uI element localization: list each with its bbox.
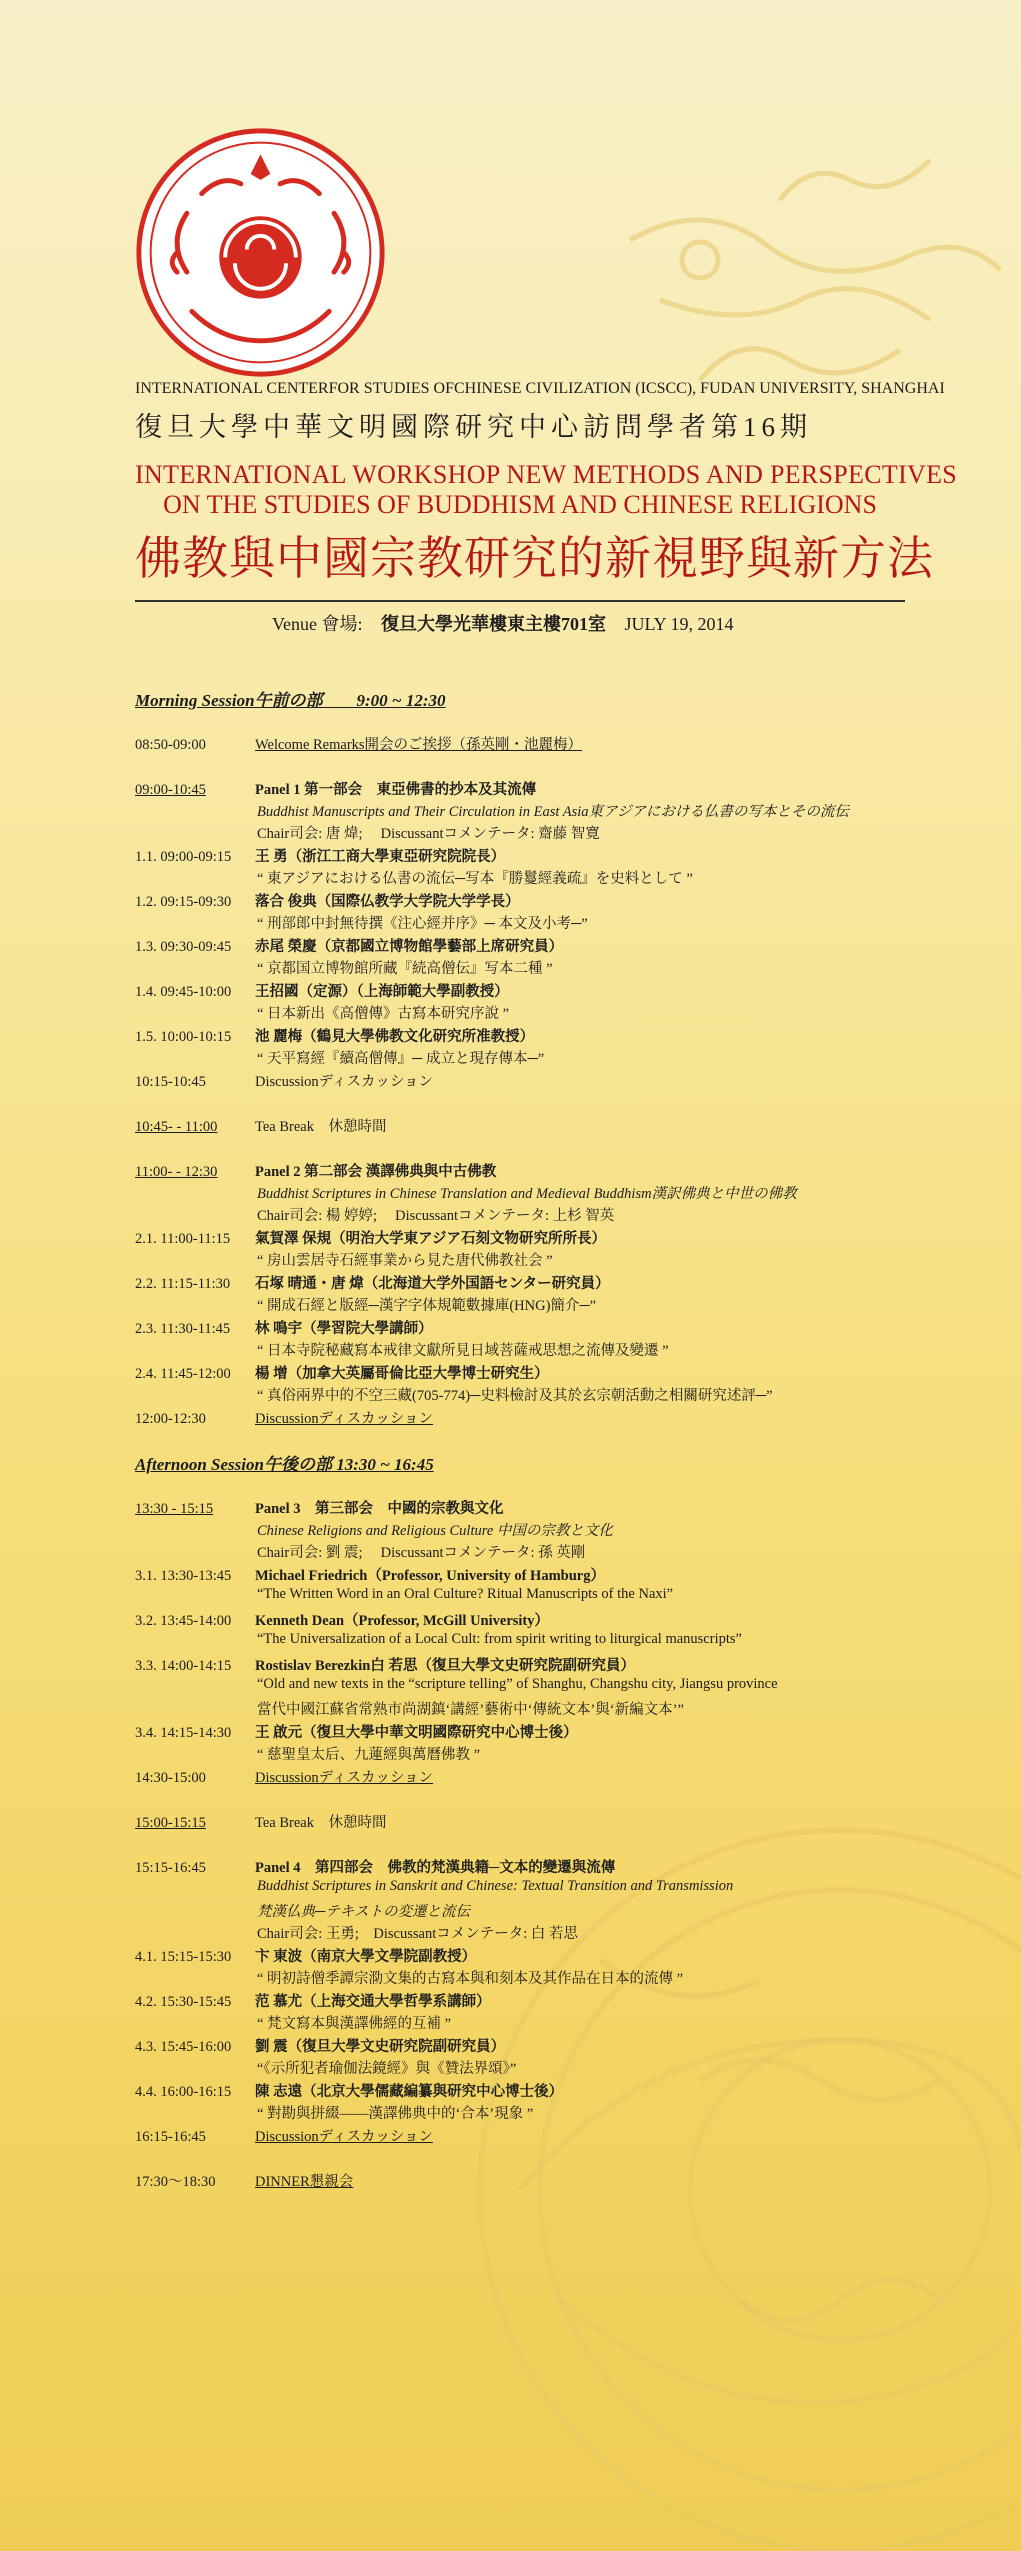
panel2-row xyxy=(135,1160,496,1181)
talk-2-4 xyxy=(135,1362,549,1383)
talk-speaker: 林 鳴宇（學習院大學講師） xyxy=(255,1321,433,1337)
header-divider xyxy=(135,600,905,602)
talk-title: “ 真俗兩界中的不空三藏(705-774)─史料檢討及其於玄宗朝活動之相關研究述評─” xyxy=(257,1388,773,1404)
panel3-subtitle: Chinese Religions and Religious Culture 中国の宗教と文化 xyxy=(257,1523,613,1539)
talk-title: “Old and new texts in the “scripture telling” of Shanghu, Changshu city, Jiangsu province xyxy=(257,1676,778,1692)
talk-time: 3.4. 14:15-14:30 xyxy=(135,1725,232,1741)
talk-title: “The Written Word in an Oral Culture? Ritual Manuscripts of the Naxi” xyxy=(257,1586,674,1602)
talk-title: “ 明初詩僧季譚宗泐文集的古寫本與和刻本及其作品在日本的流傳 ” xyxy=(257,1971,684,1987)
talk-speaker: 王招國（定源）（上海師範大學副教授） xyxy=(255,984,509,1000)
panel1-discussion xyxy=(135,1070,433,1091)
talk-title: “ 日本新出《高僧傳》古寫本研究序說 ” xyxy=(257,1006,510,1022)
panel4-title: Panel 4 第四部会 佛教的梵漢典籍─文本的變遷與流傳 xyxy=(255,1860,616,1876)
panel3-discussion xyxy=(135,1766,433,1787)
talk-1-1 xyxy=(135,845,505,866)
talk-time: 4.2. 15:30-15:45 xyxy=(135,1994,232,2010)
icscc-logo xyxy=(133,125,388,380)
talk-title: “《示所犯者瑜伽法鏡經》與《贊法界頌》” xyxy=(257,2061,517,2077)
panel1-time: 09:00-10:45 xyxy=(135,782,206,798)
talk-1-4 xyxy=(135,980,509,1001)
talk-4-1 xyxy=(135,1945,476,1966)
discussion-label: Discussionディスカッション xyxy=(255,2129,434,2145)
institute-name-en: INTERNATIONAL CENTERFOR STUDIES OFCHINESE CIVILIZATION (ICSCC), FUDAN UNIVERSITY, SHANGHAI xyxy=(135,380,945,397)
venue-date: JULY 19, 2014 xyxy=(624,614,734,634)
welcome-row xyxy=(135,733,582,754)
talk-time: 4.4. 16:00-16:15 xyxy=(135,2084,232,2100)
panel3-row xyxy=(135,1497,504,1518)
talk-speaker: 石塚 晴通・唐 煒（北海道大学外国語センター研究員） xyxy=(255,1276,610,1292)
talk-time: 1.3. 09:30-09:45 xyxy=(135,939,232,955)
talk-4-3 xyxy=(135,2035,505,2056)
workshop-title-zh: 佛教與中國宗教研究的新視野與新方法 xyxy=(135,533,934,584)
panel2-time: 11:00- - 12:30 xyxy=(135,1164,218,1180)
talk-3-2 xyxy=(135,1609,549,1630)
panel4-chair: Chair司会: 王勇; Discussantコメンテータ: 白 若思 xyxy=(257,1926,579,1942)
talk-time: 1.4. 09:45-10:00 xyxy=(135,984,232,1000)
dinner-label: DINNER懇親会 xyxy=(255,2174,354,2190)
talk-title: “The Universalization of a Local Cult: from spirit writing to liturgical manuscripts” xyxy=(257,1631,742,1647)
panel1-title: Panel 1 第一部会 東亞佛書的抄本及其流傳 xyxy=(255,782,537,798)
talk-speaker: 卞 東波（南京大學文學院副教授） xyxy=(255,1949,477,1965)
talk-time: 1.5. 10:00-10:15 xyxy=(135,1029,232,1045)
welcome-time: 08:50-09:00 xyxy=(135,737,206,753)
talk-title: “ 刑部郎中封無待撰《注心經并序》─ 本文及小考─” xyxy=(257,916,588,932)
talk-1-2 xyxy=(135,890,520,911)
venue-place: 復旦大學光華樓東主樓701室 xyxy=(380,614,606,634)
workshop-title-en-line1: INTERNATIONAL WORKSHOP NEW METHODS AND PERSPECTIVES xyxy=(135,460,958,489)
discussion-label: Discussionディスカッション xyxy=(255,1411,434,1427)
talk-1-3 xyxy=(135,935,563,956)
institute-name-zh: 復旦大學中華文明國際研究中心訪問學者第16期 xyxy=(135,412,812,442)
talk-speaker: 落合 俊典（国際仏教学大学院大学学長） xyxy=(255,894,520,910)
talk-2-2 xyxy=(135,1272,610,1293)
talk-title-zh: 當代中國江蘇省常熟市尚湖鎮‘講經’藝術中‘傳統文本’與‘新編文本’” xyxy=(257,1702,684,1718)
panel2-subtitle: Buddhist Scriptures in Chinese Translation and Medieval Buddhism漢訳佛典と中世の佛教 xyxy=(257,1186,797,1202)
talk-title: “ 對勘與拼綴——漢譯佛典中的‘合本’現象 ” xyxy=(257,2106,534,2122)
talk-time: 3.1. 13:30-13:45 xyxy=(135,1568,232,1584)
talk-2-1 xyxy=(135,1227,606,1248)
morning-session-heading: Morning Session午前の部 9:00 ~ 12:30 xyxy=(135,691,446,710)
break-time: 10:45- - 11:00 xyxy=(135,1119,218,1135)
talk-4-4 xyxy=(135,2080,563,2101)
talk-2-3 xyxy=(135,1317,433,1338)
panel3-chair: Chair司会: 劉 震; Discussantコメンテータ: 孫 英剛 xyxy=(257,1545,586,1561)
discussion-label: Discussionディスカッション xyxy=(255,1074,434,1090)
talk-speaker: 楊 增（加拿大英屬哥倫比亞大學博士研究生） xyxy=(255,1366,549,1382)
dinner-time: 17:30～18:30 xyxy=(135,2174,216,2190)
panel2-chair: Chair司会: 楊 婷婷; Discussantコメンテータ: 上杉 智英 xyxy=(257,1208,615,1224)
talk-speaker: 赤尾 榮慶（京都國立博物館學藝部上席研究員） xyxy=(255,939,564,955)
welcome-text: Welcome Remarks開会のご挨拶（孫英剛・池麗梅） xyxy=(255,737,583,753)
panel4-subtitle: Buddhist Scriptures in Sanskrit and Chinese: Textual Transition and Transmission xyxy=(257,1878,734,1894)
panel3-time: 13:30 - 15:15 xyxy=(135,1501,214,1517)
panel2-title: Panel 2 第二部会 漢譯佛典與中古佛教 xyxy=(255,1164,497,1180)
break-label: Tea Break 休憩時間 xyxy=(255,1815,387,1831)
discussion-time: 16:15-16:45 xyxy=(135,2129,206,2145)
panel1-row xyxy=(135,778,536,799)
talk-speaker: Michael Friedrich（Professor, University of Hamburg） xyxy=(255,1568,605,1584)
discussion-label: Discussionディスカッション xyxy=(255,1770,434,1786)
discussion-time: 14:30-15:00 xyxy=(135,1770,206,1786)
talk-3-3 xyxy=(135,1654,635,1675)
talk-4-2 xyxy=(135,1990,491,2011)
panel2-discussion xyxy=(135,1407,433,1428)
talk-1-5 xyxy=(135,1025,534,1046)
talk-speaker: 陳 志遠（北京大學儒藏編纂與研究中心博士後） xyxy=(255,2084,564,2100)
talk-time: 2.4. 11:45-12:00 xyxy=(135,1366,231,1382)
talk-title: “ 日本寺院秘藏寫本戒律文獻所見日域菩薩戒思想之流傳及變遷 ” xyxy=(257,1343,669,1359)
talk-title: “ 東アジアにおける仏書の流伝─写本『勝鬘經義疏』を史料として ” xyxy=(257,871,693,887)
talk-speaker: Kenneth Dean（Professor, McGill University） xyxy=(255,1613,550,1629)
talk-speaker: 王 啟元（復旦大學中華文明國際研究中心博士後） xyxy=(255,1725,578,1741)
talk-time: 1.1. 09:00-09:15 xyxy=(135,849,232,865)
panel3-title: Panel 3 第三部会 中國的宗教與文化 xyxy=(255,1501,504,1517)
discussion-time: 10:15-10:45 xyxy=(135,1074,206,1090)
talk-speaker: 氣賀澤 保規（明治大学東アジア石刻文物研究所所長） xyxy=(255,1231,607,1247)
panel1-chair: Chair司会: 唐 煒; Discussantコメンテータ: 齋藤 智寛 xyxy=(257,826,600,842)
talk-3-4 xyxy=(135,1721,578,1742)
talk-speaker: Rostislav Berezkin白 若思（復旦大學文史研究院副研究員） xyxy=(255,1658,635,1674)
workshop-title-en-line2: ON THE STUDIES OF BUDDHISM AND CHINESE RELIGIONS xyxy=(163,490,877,519)
talk-time: 2.1. 11:00-11:15 xyxy=(135,1231,231,1247)
panel4-row xyxy=(135,1856,615,1877)
panel4-discussion xyxy=(135,2125,433,2146)
talk-time: 4.3. 15:45-16:00 xyxy=(135,2039,232,2055)
discussion-time: 12:00-12:30 xyxy=(135,1411,206,1427)
talk-title: “ 慈聖皇太后、九蓮經與萬曆佛教 ” xyxy=(257,1747,481,1763)
afternoon-session-heading: Afternoon Session午後の部 13:30 ~ 16:45 xyxy=(135,1455,434,1474)
talk-time: 2.3. 11:30-11:45 xyxy=(135,1321,231,1337)
talk-time: 3.2. 13:45-14:00 xyxy=(135,1613,232,1629)
venue-label: Venue 會場: xyxy=(272,614,363,634)
talk-speaker: 范 慕尤（上海交通大學哲學系講師） xyxy=(255,1994,491,2010)
tea-break-1 xyxy=(135,1115,386,1136)
talk-title: “ 房山雲居寺石經事業から見た唐代佛教社会 ” xyxy=(257,1253,553,1269)
break-label: Tea Break 休憩時間 xyxy=(255,1119,387,1135)
talk-title: “ 梵文寫本與漢譯佛經的互補 ” xyxy=(257,2016,452,2032)
panel4-time: 15:15-16:45 xyxy=(135,1860,206,1876)
panel4-subtitle-ja: 梵漢仏典─テキストの変遷と流伝 xyxy=(257,1904,470,1920)
talk-3-1 xyxy=(135,1564,605,1585)
talk-speaker: 池 麗梅（鶴見大學佛教文化研究所准教授） xyxy=(255,1029,535,1045)
venue-line xyxy=(272,610,748,636)
talk-title: “ 天平寫經『續高僧傳』─ 成立と現存傳本─” xyxy=(257,1051,545,1067)
talk-time: 2.2. 11:15-11:30 xyxy=(135,1276,231,1292)
break-time: 15:00-15:15 xyxy=(135,1815,206,1831)
talk-time: 3.3. 14:00-14:15 xyxy=(135,1658,232,1674)
talk-time: 4.1. 15:15-15:30 xyxy=(135,1949,232,1965)
talk-title: “ 開成石經と版經─漢字字体規範數據庫(HNG)簡介─” xyxy=(257,1298,597,1314)
talk-title: “ 京都国立博物館所藏『続高僧伝』写本二種 ” xyxy=(257,961,553,977)
dinner-row xyxy=(135,2170,353,2191)
talk-speaker: 王 勇（浙江工商大學東亞研究院院長） xyxy=(255,849,506,865)
talk-speaker: 劉 震（復旦大學文史研究院副研究員） xyxy=(255,2039,506,2055)
tea-break-2 xyxy=(135,1811,386,1832)
panel1-subtitle: Buddhist Manuscripts and Their Circulation in East Asia東アジアにおける仏書の写本とその流伝 xyxy=(257,804,849,820)
talk-time: 1.2. 09:15-09:30 xyxy=(135,894,232,910)
